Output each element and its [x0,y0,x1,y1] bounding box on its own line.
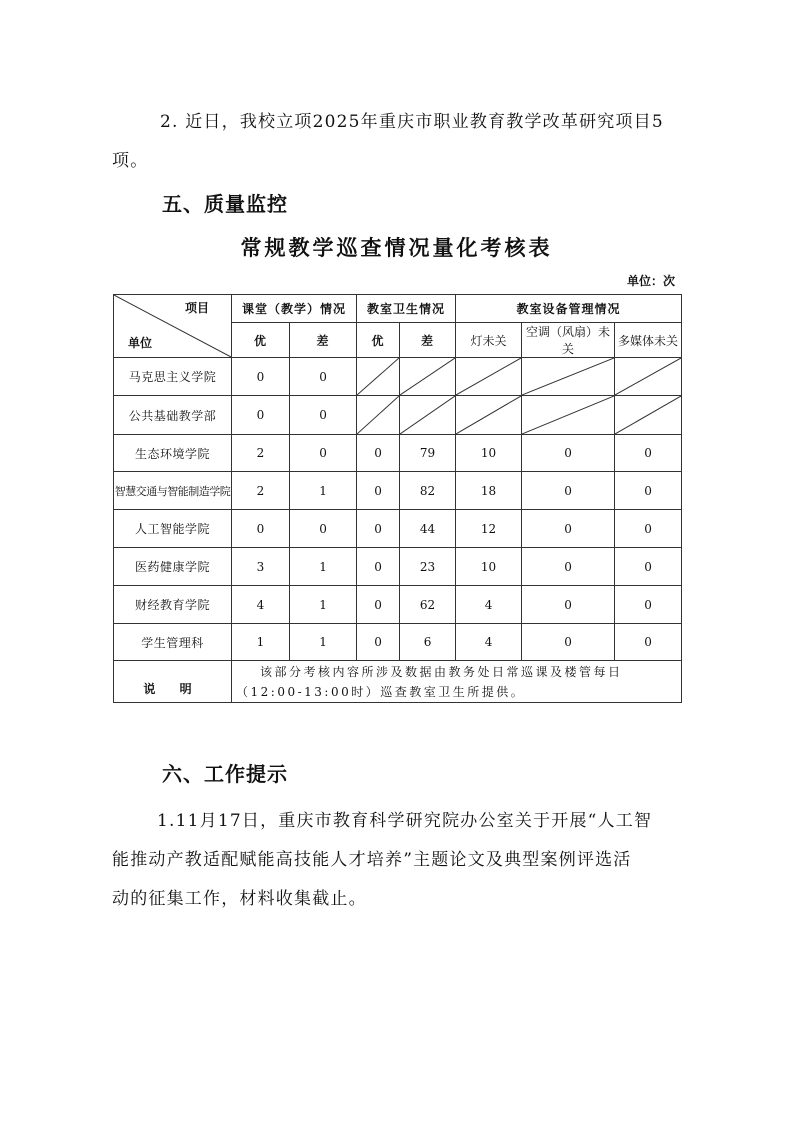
value-cell: 10 [456,435,522,472]
unit-name-cell: 学生管理科 [114,624,232,661]
paragraph-tip1-line2: 能推动产教适配赋能高技能人才培养”主题论文及典型案例评选活 [112,850,632,870]
unit-name-cell: 生态环境学院 [114,435,232,472]
not-applicable-cell [456,396,522,435]
note-text-content: 该部分考核内容所涉及数据由教务处日常巡课及楼管每日（12:00-13:00时）巡查教室卫生所提供。 [236,664,623,699]
group-header-classroom: 课堂（教学）情况 [232,295,357,323]
value-cell: 79 [400,435,456,472]
value-cell: 12 [456,510,522,548]
value-cell: 82 [400,472,456,510]
corner-label-unit: 单位 [128,336,153,350]
inspection-table [113,294,682,703]
unit-note: 单位：次 [626,274,675,288]
value-cell: 0 [232,358,290,396]
not-applicable-cell [456,358,522,396]
corner-header-cell [114,295,232,358]
table-row [114,624,682,661]
subheader-poor: 差 [400,323,456,358]
subheader-ac-on: 空调（风扇）未关 [522,323,615,358]
section5-heading: 五、质量监控 [162,192,288,216]
not-applicable-cell [400,358,456,396]
table-row [114,548,682,586]
table-row [114,358,682,396]
unit-name-cell: 马克思主义学院 [114,358,232,396]
value-cell: 18 [456,472,522,510]
value-cell: 0 [522,586,615,624]
slash-line [400,358,455,395]
unit-name-cell: 人工智能学院 [114,510,232,548]
not-applicable-cell [400,396,456,435]
value-cell: 0 [615,548,682,586]
slash-line [456,396,521,434]
value-cell: 4 [456,624,522,661]
value-cell: 44 [400,510,456,548]
table-row [114,435,682,472]
value-cell: 0 [357,510,400,548]
slash-line [615,358,681,395]
value-cell: 0 [232,396,290,435]
value-cell: 0 [522,472,615,510]
value-cell: 4 [456,586,522,624]
value-cell: 0 [615,435,682,472]
corner-label-item: 项目 [184,301,209,315]
value-cell: 0 [522,510,615,548]
value-cell: 3 [232,548,290,586]
value-cell: 0 [357,586,400,624]
slash-line [456,358,521,395]
value-cell: 2 [232,472,290,510]
unit-name-cell: 公共基础教学部 [114,396,232,435]
not-applicable-cell [615,396,682,435]
not-applicable-cell [357,396,400,435]
value-cell: 0 [232,510,290,548]
value-cell: 4 [232,586,290,624]
value-cell: 23 [400,548,456,586]
value-cell: 0 [522,548,615,586]
table-row [114,510,682,548]
note-text [232,661,682,703]
value-cell: 2 [232,435,290,472]
value-cell: 0 [357,472,400,510]
paragraph-item2-line2: 项。 [112,151,149,171]
slash-line [357,396,399,434]
value-cell: 1 [290,586,357,624]
group-header-equipment: 教室设备管理情况 [456,295,682,323]
value-cell: 0 [290,396,357,435]
unit-name-cell: 医药健康学院 [114,548,232,586]
value-cell: 0 [615,624,682,661]
paragraph-item2-line1: 2. 近日，我校立项2025年重庆市职业教育教学改革研究项目5 [160,112,664,132]
table-row [114,472,682,510]
value-cell: 0 [290,358,357,396]
value-cell: 0 [357,624,400,661]
slash-line [400,396,455,434]
value-cell: 1 [290,624,357,661]
subheader-multimedia-on: 多媒体未关 [615,323,682,358]
subheader-poor: 差 [290,323,357,358]
value-cell: 0 [290,435,357,472]
value-cell: 1 [290,548,357,586]
not-applicable-cell [522,396,615,435]
unit-name-cell: 财经教育学院 [114,586,232,624]
value-cell: 62 [400,586,456,624]
value-cell: 0 [615,472,682,510]
value-cell: 0 [357,435,400,472]
table-title: 常规教学巡查情况量化考核表 [240,236,553,260]
value-cell: 0 [290,510,357,548]
value-cell: 10 [456,548,522,586]
value-cell: 0 [357,548,400,586]
slash-line [522,396,614,434]
slash-line [615,396,681,434]
value-cell: 0 [615,586,682,624]
value-cell: 6 [400,624,456,661]
not-applicable-cell [615,358,682,396]
group-header-hygiene: 教室卫生情况 [357,295,456,323]
subheader-lights-on: 灯未关 [456,323,522,358]
value-cell: 1 [290,472,357,510]
paragraph-tip1-line3: 动的征集工作，材料收集截止。 [112,889,367,909]
note-label: 说 明 [114,661,232,703]
subheader-good: 优 [357,323,400,358]
table-row [114,396,682,435]
slash-line [357,358,399,395]
section6-heading: 六、工作提示 [162,762,288,786]
paragraph-tip1-line1: 1.11月17日，重庆市教育科学研究院办公室关于开展“人工智 [157,811,653,831]
value-cell: 0 [522,624,615,661]
value-cell: 0 [522,435,615,472]
subheader-good: 优 [232,323,290,358]
table-row [114,586,682,624]
unit-name-cell: 智慧交通与智能制造学院 [114,472,232,510]
value-cell: 0 [615,510,682,548]
not-applicable-cell [522,358,615,396]
value-cell: 1 [232,624,290,661]
slash-line [522,358,614,395]
not-applicable-cell [357,358,400,396]
